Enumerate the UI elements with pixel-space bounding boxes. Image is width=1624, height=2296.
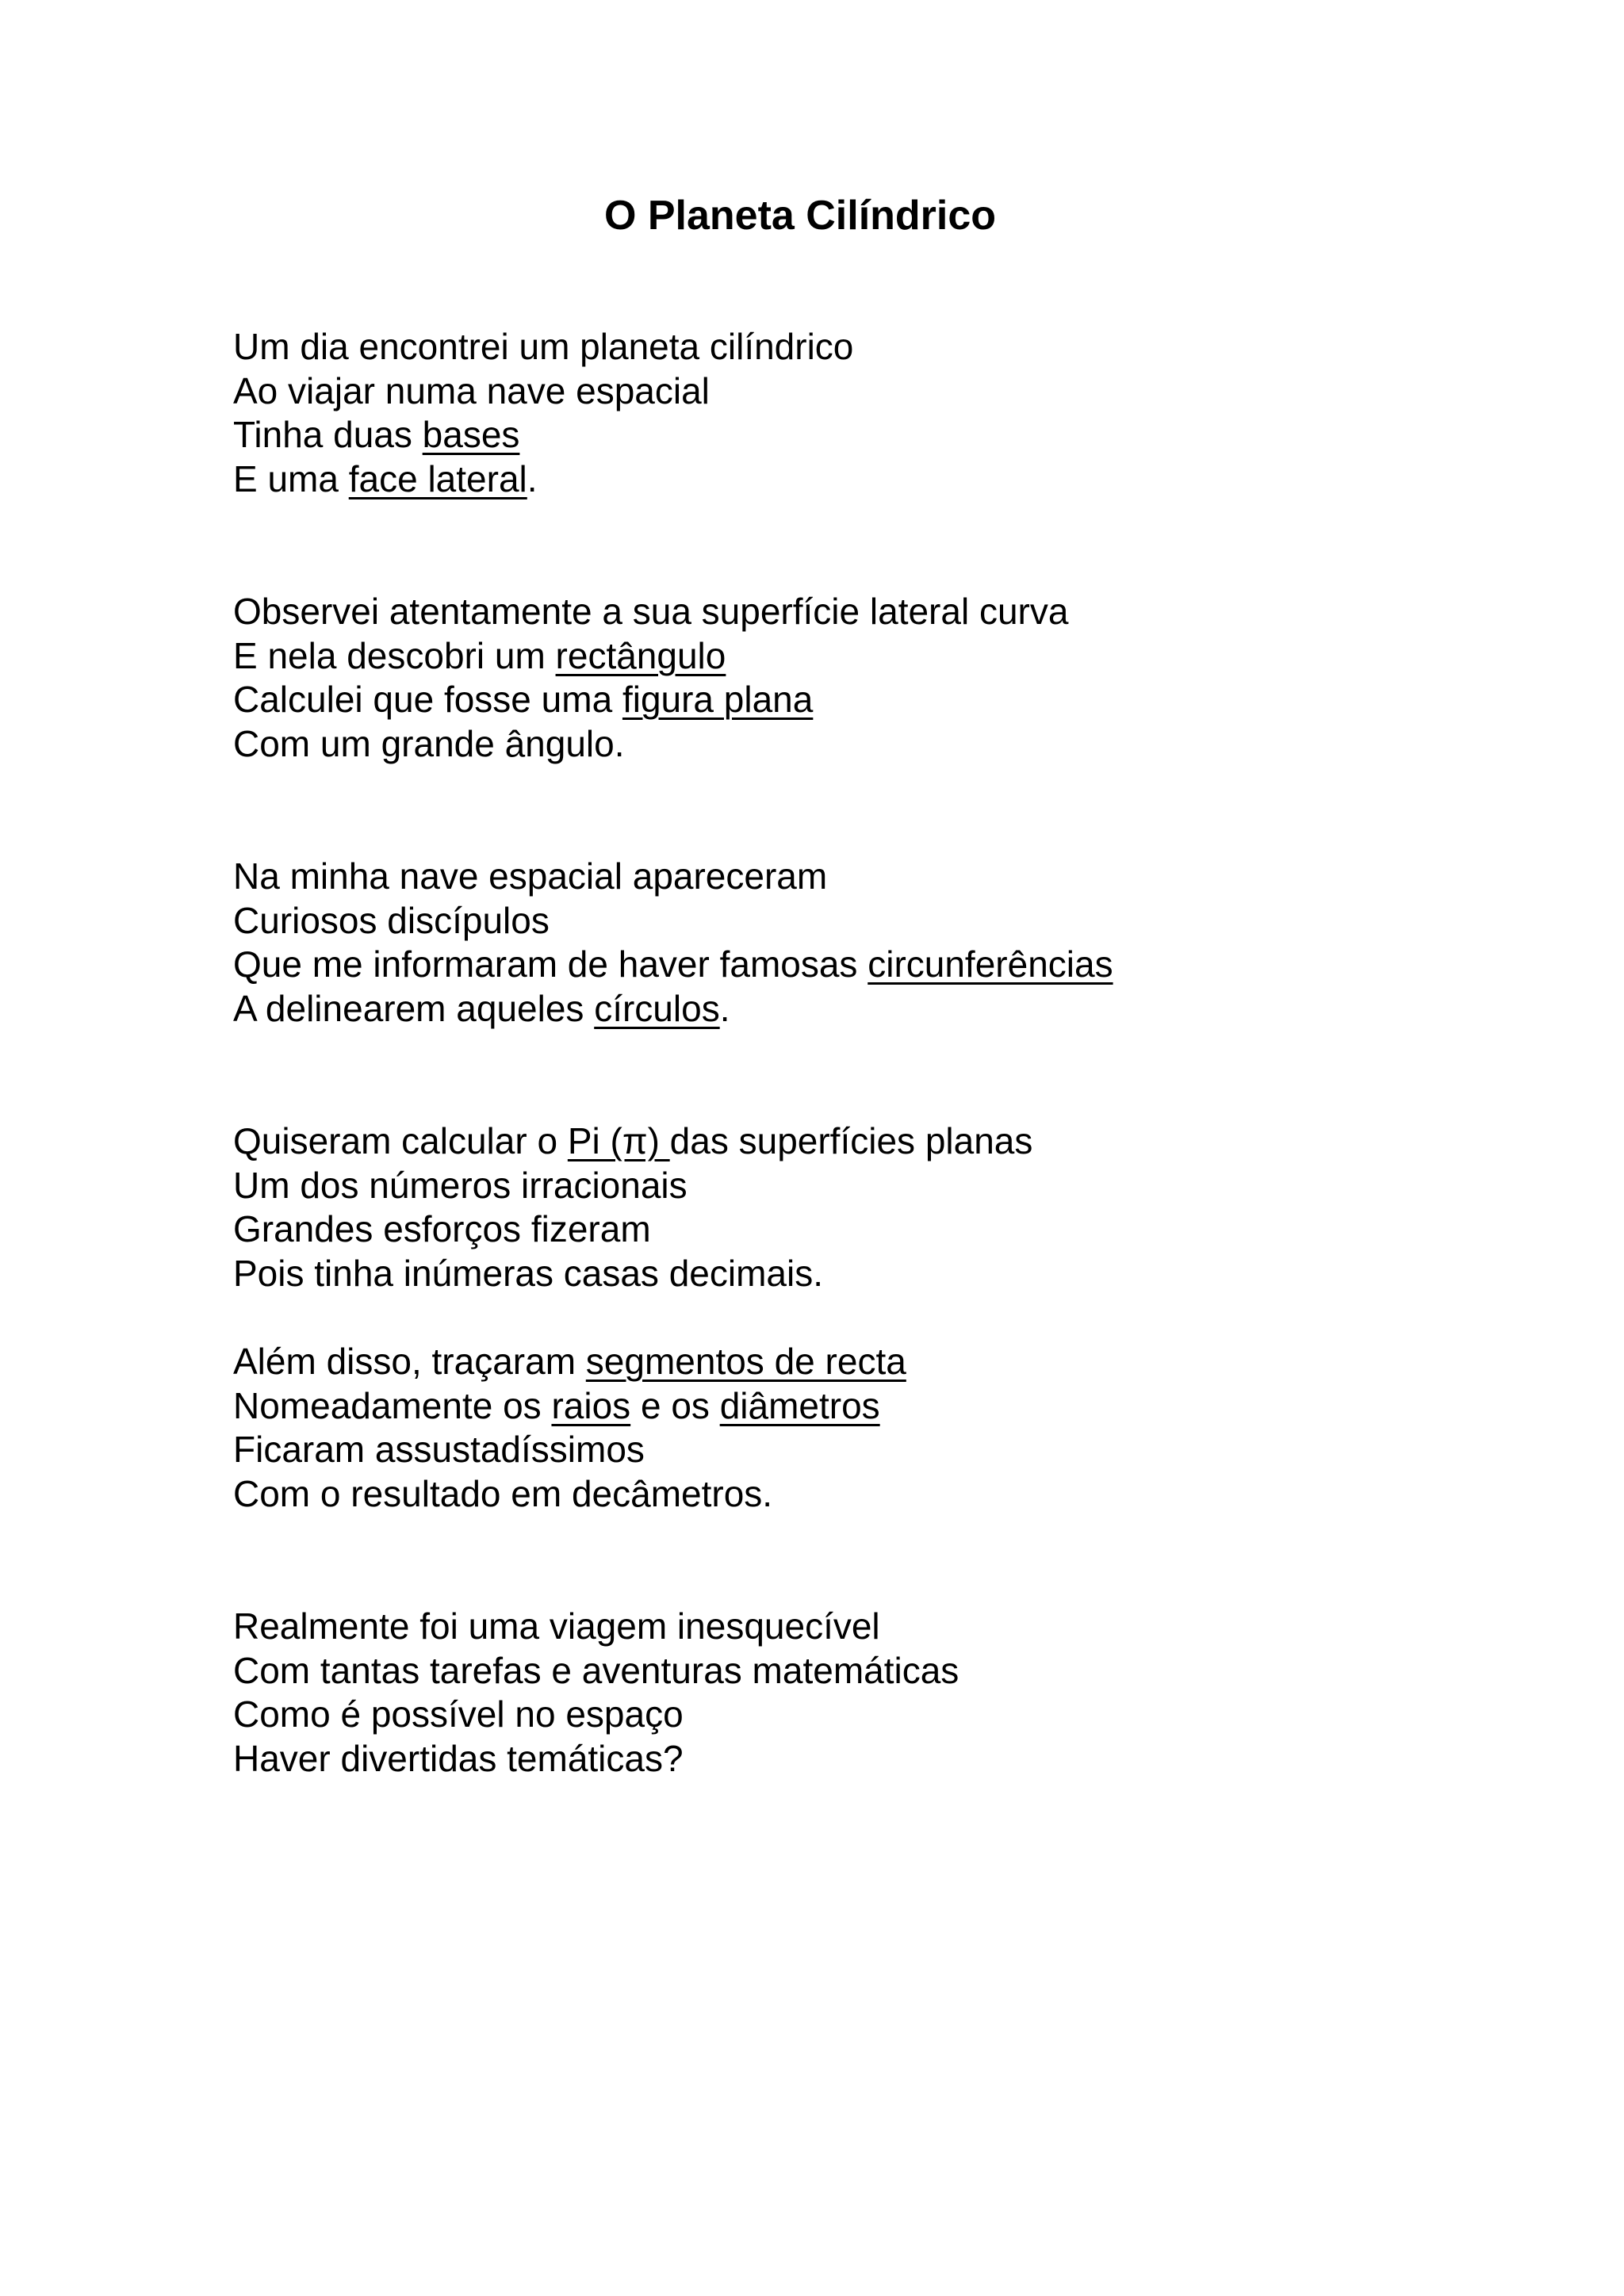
line-text: .: [719, 987, 730, 1029]
poem-line: [233, 1693, 959, 1737]
underlined-term: segmentos de recta: [585, 1341, 906, 1382]
underlined-term: figura plana: [622, 679, 814, 720]
poem-line: [233, 413, 853, 457]
poem-line: [233, 987, 1113, 1031]
poem-line: [233, 1472, 906, 1517]
underlined-term: face lateral: [348, 457, 527, 499]
line-text: Tinha duas: [233, 414, 423, 455]
line-text: Realmente foi uma viagem inesquecível: [233, 1605, 880, 1647]
line-text: Observei atentamente a sua superfície lateral curva: [233, 591, 1069, 632]
line-text: Que me informaram de haver famosas: [233, 943, 868, 985]
poem-line: [233, 1207, 1032, 1252]
poem-line: [233, 943, 1113, 987]
line-text: .: [527, 457, 538, 499]
line-text: E uma: [233, 457, 349, 499]
line-text: Na minha nave espacial apareceram: [233, 855, 828, 897]
poem-line: [233, 1605, 959, 1649]
line-text: Grandes esforços fizeram: [233, 1208, 651, 1249]
poem-line: [233, 1737, 959, 1781]
line-text: das superfícies planas: [669, 1120, 1033, 1161]
poem-line: [233, 855, 1113, 899]
poem-line: [233, 590, 1068, 634]
underlined-term: rectângulo: [555, 634, 726, 676]
underlined-term: bases: [422, 414, 520, 455]
line-text: Além disso, traçaram: [233, 1341, 586, 1382]
stanza-6: [233, 1605, 959, 1781]
line-text: Com tantas tarefas e aventuras matemáticas: [233, 1649, 959, 1691]
underlined-term: diâmetros: [719, 1384, 880, 1426]
stanza-5: [233, 1340, 906, 1516]
underlined-term: Pi (π): [567, 1120, 670, 1161]
stanza-1: [233, 325, 853, 501]
line-text: Com o resultado em decâmetros.: [233, 1472, 773, 1514]
poem-line: [233, 325, 853, 369]
line-text: Com um grande ângulo.: [233, 722, 625, 764]
underlined-term: raios: [551, 1384, 631, 1426]
line-text: Quiseram calcular o: [233, 1120, 568, 1161]
stanza-3: [233, 855, 1113, 1031]
page-title: O Planeta Cilíndrico: [603, 193, 997, 239]
poem-line: [233, 678, 1068, 722]
line-text: Ao viajar numa nave espacial: [233, 369, 710, 411]
poem-line: [233, 369, 853, 414]
line-text: Pois tinha inúmeras casas decimais.: [233, 1252, 823, 1294]
line-text: Um dia encontrei um planeta cilíndrico: [233, 326, 854, 367]
line-text: Curiosos discípulos: [233, 899, 550, 941]
stanza-4: [233, 1119, 1032, 1295]
poem-line: [233, 1252, 1032, 1296]
line-text: Como é possível no espaço: [233, 1693, 684, 1735]
poem-line: [233, 1384, 906, 1429]
poem-line: [233, 1164, 1032, 1208]
poem-line: [233, 722, 1068, 767]
line-text: Nomeadamente os: [233, 1384, 552, 1426]
poem-line: [233, 1340, 906, 1384]
line-text: E nela descobri um: [233, 634, 556, 676]
poem-line: [233, 1428, 906, 1472]
line-text: Haver divertidas temáticas?: [233, 1737, 684, 1779]
line-text: Ficaram assustadíssimos: [233, 1429, 645, 1470]
line-text: Calculei que fosse uma: [233, 679, 622, 720]
line-text: Um dos números irracionais: [233, 1164, 688, 1206]
underlined-term: círculos: [594, 987, 720, 1029]
poem-line: [233, 1119, 1032, 1164]
poem-line: [233, 899, 1113, 943]
line-text: A delinearem aqueles: [233, 987, 595, 1029]
poem-line: [233, 457, 853, 502]
underlined-term: circunferências: [868, 943, 1113, 985]
stanza-2: [233, 590, 1068, 766]
poem-line: [233, 634, 1068, 679]
line-text: e os: [630, 1384, 720, 1426]
poem-line: [233, 1649, 959, 1693]
